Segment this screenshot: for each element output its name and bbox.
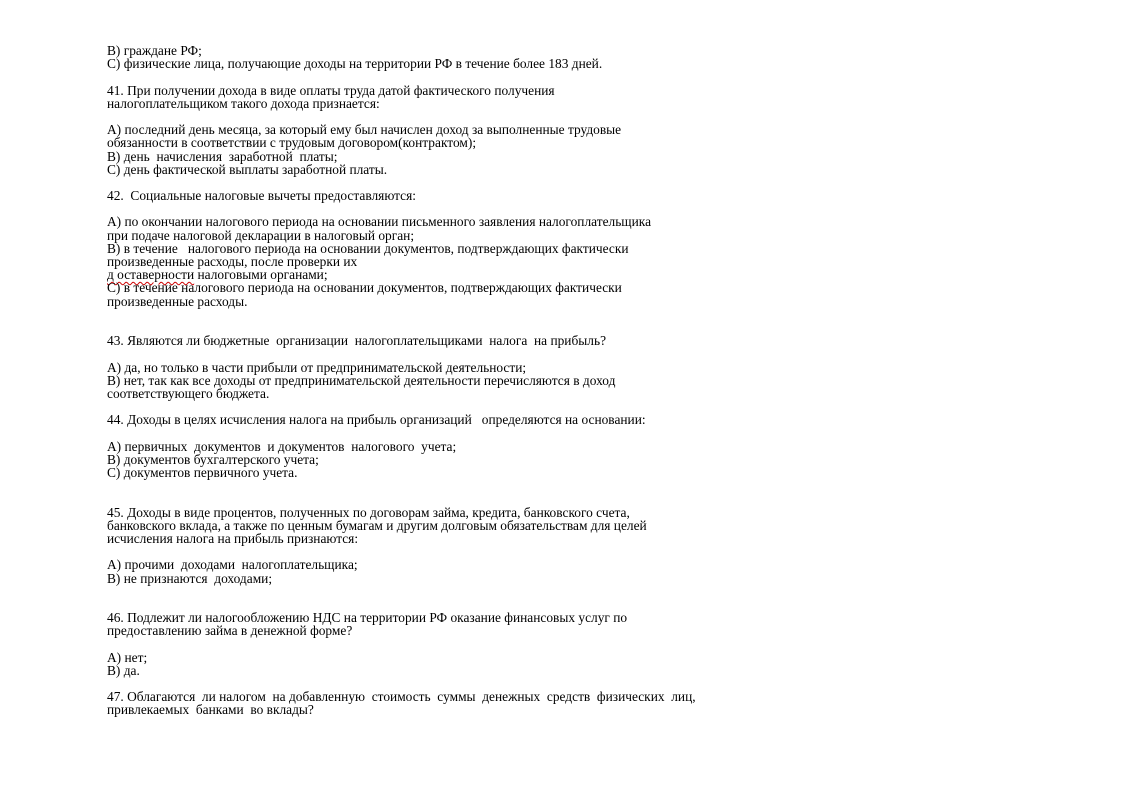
intro-block [107, 44, 747, 70]
answer-line: А) по окончании налогового периода на основании письменного заявления налогоплательщика [107, 214, 652, 230]
question-47 [107, 690, 747, 716]
question-text: 45. Доходы в виде процентов, полученных по договорам займа, кредита, банковского счета, [107, 504, 630, 520]
question-text: 44. Доходы в целях исчисления налога на прибыль организаций определяются на основании: [107, 412, 646, 428]
answer-line: А) прочими доходами налогоплательщика; [107, 557, 358, 573]
question-44 [107, 413, 747, 479]
spacer [107, 637, 747, 650]
spacer [107, 479, 747, 505]
document-page [107, 44, 747, 717]
answer-line: С) в течение налогового периода на основании документов, подтверждающих фактически [107, 280, 622, 296]
question-text: исчисления налога на прибыль признаются: [107, 530, 359, 546]
question-text: налогоплательщиком такого дохода признается: [107, 95, 380, 111]
question-text: 47. Облагаются ли налогом на добавленную стоимость суммы денежных средств физических лиц, [107, 689, 696, 705]
answer-line: А) первичных документов и документов налогового учета; [107, 438, 457, 454]
answer-line: В) граждане РФ; [107, 43, 202, 58]
answer-line: А) да, но только в части прибыли от предпринимательской деятельности; [107, 359, 527, 375]
spellcheck-underlined-word[interactable]: д оставерности [107, 267, 195, 283]
answer-line: С) физические лица, получающие доходы на территории РФ в течение более 183 дней. [107, 56, 603, 72]
answer-line: С) день фактической выплаты заработной платы. [107, 161, 388, 177]
question-42 [107, 189, 747, 308]
spacer [107, 347, 747, 360]
question-43 [107, 334, 747, 400]
answer-line: произведенные расходы. [107, 293, 248, 309]
answer-line: А) последний день месяца, за который ему был начислен доход за выполненные трудовые [107, 122, 622, 138]
answer-line: В) в течение налогового периода на основании документов, подтверждающих фактически [107, 240, 629, 256]
answer-line: обязанности в соответствии с трудовым договором(контрактом); [107, 135, 477, 151]
spacer [107, 70, 747, 83]
spacer [107, 585, 747, 611]
question-46 [107, 611, 747, 677]
answer-line-rest: налоговыми органами; [194, 267, 328, 283]
question-45 [107, 506, 747, 585]
answer-line: В) да. [107, 662, 140, 678]
question-text: 46. Подлежит ли налогообложению НДС на территории РФ оказание финансовых услуг по [107, 610, 628, 626]
answer-line: В) документов бухгалтерского учета; [107, 451, 319, 467]
question-text: предоставлению займа в денежной форме? [107, 623, 353, 639]
question-text: 43. Являются ли бюджетные организации налогоплательщиками налога на прибыль? [107, 333, 607, 349]
question-text: 41. При получении дохода в виде оплаты труда датой фактического получения [107, 82, 555, 98]
question-text: привлекаемых банками во вклады? [107, 702, 314, 718]
question-text: банковского вклада, а также по ценным бумагам и другим долговым обязательствам для целей [107, 517, 647, 533]
answer-line: В) нет, так как все доходы от предпринимательской деятельности перечисляются в доход [107, 372, 616, 388]
spacer [107, 308, 747, 334]
answer-line: В) не признаются доходами; [107, 570, 273, 586]
answer-line: произведенные расходы, после проверки их [107, 254, 358, 269]
question-41 [107, 84, 747, 176]
answer-line: при подаче налоговой декларации в налоговый орган; [107, 227, 415, 243]
question-text: 42. Социальные налоговые вычеты предоставляются: [107, 188, 416, 204]
answer-line: соответствующего бюджета. [107, 385, 270, 401]
answer-line: А) нет; [107, 649, 148, 665]
answer-line: В) день начисления заработной платы; [107, 148, 338, 164]
spacer [107, 426, 747, 439]
answer-line: С) документов первичного учета. [107, 465, 298, 481]
